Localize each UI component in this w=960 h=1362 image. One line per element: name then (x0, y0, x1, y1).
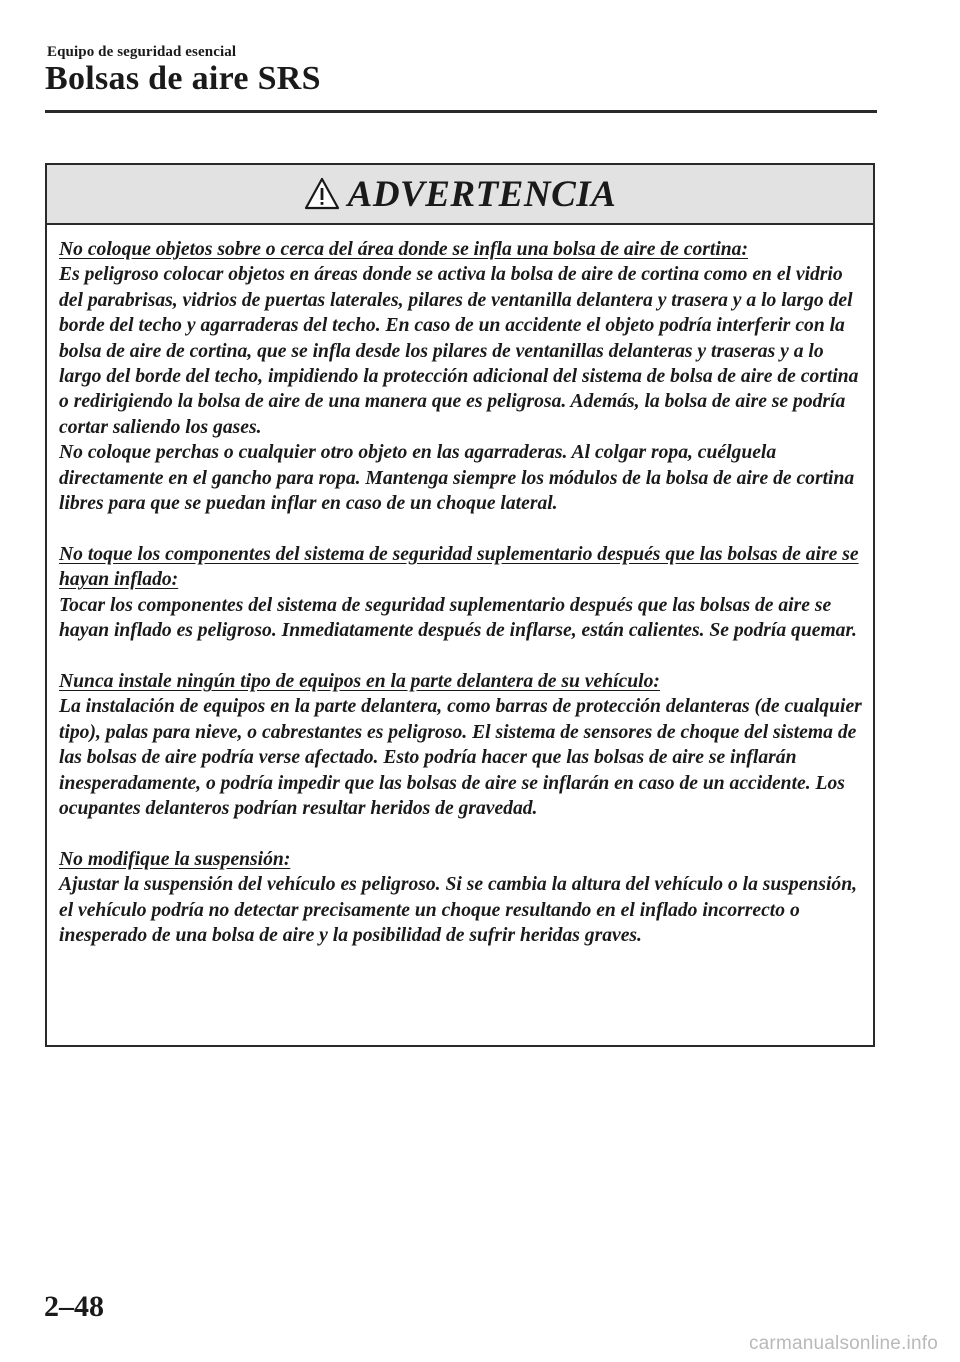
watermark: carmanualsonline.info (748, 1333, 938, 1354)
warning-body (47, 225, 873, 948)
warning-section-heading: No toque los componentes del sistema de seguridad suplementario después que las bolsas de aire se hayan inflado: (59, 543, 859, 591)
warning-paragraph: No coloque perchas o cualquier otro objeto en las agarraderas. Al colgar ropa, cuélguela directamente en el gancho para ropa. Mantenga siempre los módulos de la bolsa de aire de cortina libres para que se puedan inflar en caso de un choque lateral. (59, 442, 855, 515)
page-title: Bolsas de aire SRS (45, 60, 321, 97)
warning-paragraph: La instalación de equipos en la parte delantera, como barras de protección delanteras (de cualquier tipo), palas para nieve, o cabrestantes es peligroso. El sistema de sensores de choque del sistema de las bolsas de aire podría verse afectado. Esto podría hacer que las bolsas de aire se inflarán inesperadamente, o podría impedir que las bolsas de aire se inflarán en caso de un accidente. Los ocupantes delanteros podrían resultar heridos de gravedad. (59, 696, 862, 819)
warning-header (47, 165, 873, 225)
warning-section-heading: No coloque objetos sobre o cerca del área donde se infla una bolsa de aire de cortina: (59, 239, 748, 260)
warning-paragraph: Ajustar la suspensión del vehículo es peligroso. Si se cambia la altura del vehículo o la suspensión, el vehículo podría no detectar precisamente un choque resultando en el inflado incorrecto o inesperado de una bolsa de aire y la posibilidad de sufrir heridas graves. (59, 874, 857, 946)
page-number: 2–48 (44, 1290, 104, 1323)
warning-paragraph: Es peligroso colocar objetos en áreas donde se activa la bolsa de aire de cortina como en el vidrio del parabrisas, vidrios de puertas laterales, pilares de ventanilla delantera y trasera y a lo largo del borde del techo y agarraderas del techo. En caso de un accidente el objeto podría interferir con la bolsa de aire de cortina, que se infla desde los pilares de ventanillas delanteras y traseras y a lo largo del borde del techo, impidiendo la protección adicional del sistema de bolsa de aire de cortina o redirigiendo la bolsa de aire de una manera que es peligrosa. Además, la bolsa de aire se podría cortar saliendo los gases. (59, 264, 859, 438)
warning-section (59, 669, 863, 821)
warning-section (59, 237, 863, 516)
section-label: Equipo de seguridad esencial (47, 44, 237, 60)
warning-title: ADVERTENCIA (347, 173, 617, 215)
warning-paragraph: Tocar los componentes del sistema de seguridad suplementario después que las bolsas de aire se hayan inflado es peligroso. Inmediatamente después de inflarse, están calientes. Se podría quemar. (59, 594, 857, 642)
warning-box (45, 163, 875, 1047)
warning-section (59, 542, 863, 644)
warning-triangle-icon (304, 177, 340, 211)
warning-section (59, 847, 863, 949)
warning-section-heading: No modifique la suspensión: (59, 848, 291, 870)
warning-section-heading: Nunca instale ningún tipo de equipos en la parte delantera de su vehículo: (59, 670, 660, 692)
title-divider (45, 110, 877, 113)
